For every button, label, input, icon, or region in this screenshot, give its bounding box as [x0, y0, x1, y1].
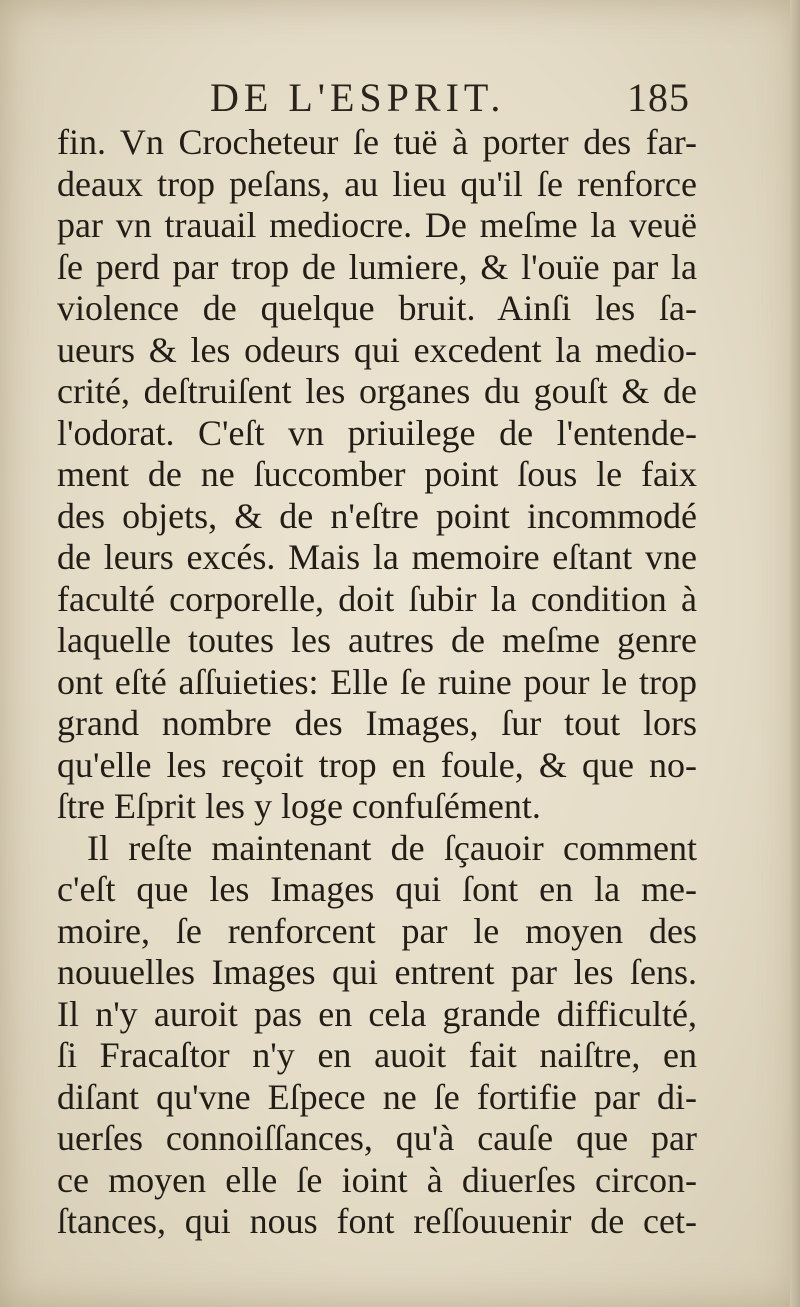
- text-line: nouuelles Images qui entrent par les ſens.: [57, 952, 697, 992]
- text-line: c'eſt que les Images qui ſont en la me-: [57, 869, 697, 909]
- text-line: moire, ſe renforcent par le moyen des: [57, 910, 697, 951]
- text-line: ſi Fracaſtor n'y en auoit fait naiſtre, en: [57, 1035, 697, 1075]
- text-line: ment de ne ſuccomber point ſous le faix: [57, 454, 697, 494]
- text-line: ſtances, qui nous font reſſouuenir de cet-: [57, 1201, 697, 1241]
- text-line: l'odorat. C'eſt vn priuilege de l'entende-: [57, 412, 697, 453]
- text-line: ſe perd par trop de lumiere, & l'ouïe par la: [57, 246, 697, 287]
- text-line: fin. Vn Crocheteur ſe tuë à porter des far-: [57, 122, 697, 162]
- text-line: deaux trop peſans, au lieu qu'il ſe renforce: [57, 163, 697, 204]
- text-line: par vn trauail mediocre. De meſme la veuë: [57, 205, 697, 245]
- running-title: DE L'ESPRIT.: [210, 75, 506, 120]
- text-line: violence de quelque bruit. Ainſi les ſa-: [57, 288, 697, 328]
- text-line: crité, deſtruiſent les organes du gouſt & de: [57, 371, 697, 411]
- text-line: ont eſté aſſuieties: Elle ſe ruine pour le trop: [57, 661, 697, 702]
- page-edge: [790, 0, 800, 1307]
- text-line: qu'elle les reçoit trop en foule, & que no-: [57, 744, 697, 785]
- text-line: Il n'y auroit pas en cela grande difficulté,: [57, 993, 697, 1034]
- text-line: de leurs excés. Mais la memoire eſtant vne: [57, 537, 697, 577]
- text-line: grand nombre des Images, ſur tout lors: [57, 703, 697, 743]
- paragraph-end-line: ſtre Eſprit les y loge confuſément.: [57, 786, 541, 826]
- body-text: [57, 122, 697, 1243]
- text-line: ce moyen elle ſe ioint à diuerſes circon-: [57, 1159, 697, 1200]
- page-number: 185: [627, 75, 690, 120]
- page-header: [210, 70, 690, 120]
- text-line: uerſes connoiſſances, qu'à cauſe que par: [57, 1118, 697, 1158]
- text-line: laquelle toutes les autres de meſme genre: [57, 620, 697, 660]
- paragraph-start-line: Il reſte maintenant de ſçauoir comment: [87, 827, 697, 868]
- text-line: faculté corporelle, doit ſubir la condition à: [57, 578, 697, 619]
- text-line: diſant qu'vne Eſpece ne ſe fortifie par di-: [57, 1076, 697, 1117]
- text-line: des objets, & de n'eſtre point incommodé: [57, 495, 697, 536]
- text-line: ueurs & les odeurs qui excedent la medio-: [57, 329, 697, 370]
